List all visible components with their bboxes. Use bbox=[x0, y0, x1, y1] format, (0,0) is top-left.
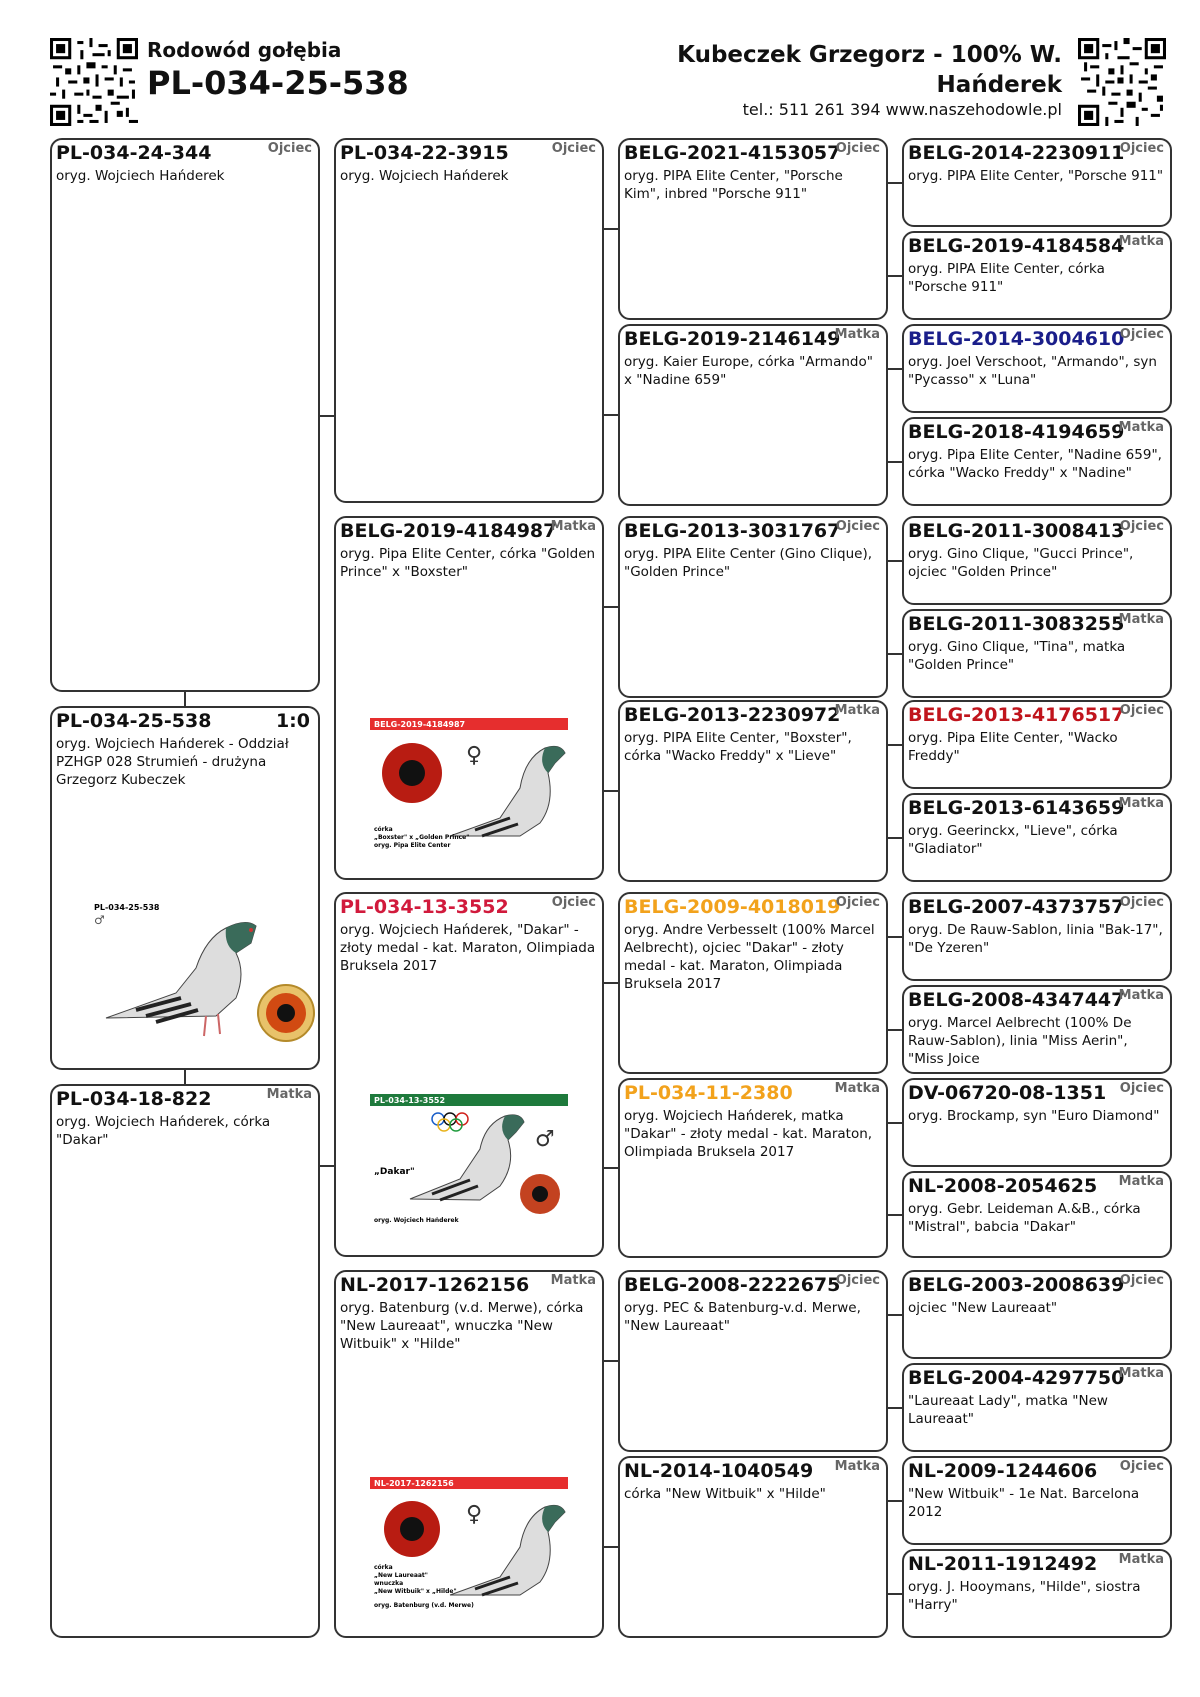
ring-number: BELG-2013-3031767 bbox=[624, 520, 841, 542]
pedigree-card-gen4[interactable] bbox=[902, 1171, 1172, 1258]
pedigree-card-gen4[interactable] bbox=[902, 700, 1172, 789]
sex-label: Matka bbox=[1118, 1552, 1164, 1567]
ring-number: NL-2008-2054625 bbox=[908, 1175, 1098, 1197]
pigeon-photo-gen2 bbox=[370, 1094, 570, 1234]
pigeon-description: oryg. Wojciech Hańderek bbox=[340, 168, 509, 184]
pedigree-card-gen2[interactable] bbox=[334, 1270, 604, 1638]
ring-number: BELG-2013-2230972 bbox=[624, 704, 841, 726]
pigeon-description: oryg. Pipa Elite Center, "Nadine 659", córka "Wacko Freddy" x "Nadine" bbox=[908, 447, 1162, 481]
pedigree-card-gen4[interactable] bbox=[902, 231, 1172, 320]
svg-text:oryg. Pipa Elite Center: oryg. Pipa Elite Center bbox=[374, 842, 451, 849]
pedigree-card-gen4[interactable] bbox=[902, 417, 1172, 506]
pigeon-description: oryg. PEC & Batenburg-v.d. Merwe, "New Laureaat" bbox=[624, 1300, 861, 1334]
ring-number: PL-034-24-344 bbox=[56, 142, 212, 164]
pedigree-card-gen3[interactable] bbox=[618, 1270, 888, 1452]
svg-text:oryg. Wojciech Hańderek: oryg. Wojciech Hańderek bbox=[374, 1217, 459, 1224]
sex-label: Ojciec bbox=[1119, 1273, 1164, 1288]
sex-label: Ojciec bbox=[1119, 1081, 1164, 1096]
sex-label: Matka bbox=[266, 1087, 312, 1102]
pedigree-card-gen4[interactable] bbox=[902, 138, 1172, 227]
pedigree-card-gen4[interactable] bbox=[902, 793, 1172, 882]
pedigree-card-gen2[interactable] bbox=[334, 516, 604, 880]
svg-text:„New Laureaat": „New Laureaat" bbox=[374, 1572, 428, 1579]
svg-text:„Dakar": „Dakar" bbox=[374, 1167, 415, 1177]
pigeon-description: oryg. PIPA Elite Center (Gino Clique), "Golden Prince" bbox=[624, 546, 873, 580]
pigeon-description: oryg. Gino Clique, "Tina", matka "Golden Prince" bbox=[908, 639, 1126, 673]
female-sex-icon: ♀ bbox=[466, 1502, 483, 1527]
pigeon-description: "Laureaat Lady", matka "New Laureaat" bbox=[908, 1393, 1108, 1427]
qr-code-right-icon bbox=[1078, 38, 1166, 126]
pedigree-card-gen3[interactable] bbox=[618, 138, 888, 320]
pedigree-card-gen4[interactable] bbox=[902, 609, 1172, 698]
pigeon-description: oryg. Pipa Elite Center, córka "Golden Prince" x "Boxster" bbox=[340, 546, 596, 580]
pedigree-card-gen4[interactable] bbox=[902, 985, 1172, 1074]
ring-number: PL-034-18-822 bbox=[56, 1088, 212, 1110]
pigeon-description: oryg. Marcel Aelbrecht (100% De Rauw-Sablon), linia "Miss Aerin", "Miss Joice bbox=[908, 1015, 1132, 1067]
ring-number: BELG-2018-4194659 bbox=[908, 421, 1125, 443]
pigeon-description: ojciec "New Laureaat" bbox=[908, 1300, 1058, 1316]
svg-text:BELG-2019-4184987: BELG-2019-4184987 bbox=[374, 720, 466, 729]
sex-label: Matka bbox=[1118, 796, 1164, 811]
pigeon-description: oryg. Andre Verbesselt (100% Marcel Aelbrecht), ojciec "Dakar" - złoty medal - kat. Maraton, Olimpiada Bruksela 2017 bbox=[624, 922, 875, 992]
sex-label: Ojciec bbox=[551, 895, 596, 910]
pigeon-description: oryg. Wojciech Hańderek, matka "Dakar" - złoty medal - kat. Maraton, Olimpiada Bruksela 2017 bbox=[624, 1108, 873, 1160]
pigeon-description: "New Witbuik" - 1e Nat. Barcelona 2012 bbox=[908, 1486, 1140, 1520]
sex-label: Ojciec bbox=[1119, 327, 1164, 342]
pigeon-description: oryg. PIPA Elite Center, "Boxster", córka "Wacko Freddy" x "Lieve" bbox=[624, 730, 852, 764]
pigeon-description: oryg. PIPA Elite Center, córka "Porsche 911" bbox=[908, 261, 1105, 295]
pigeon-description: oryg. J. Hooymans, "Hilde", siostra "Harry" bbox=[908, 1579, 1141, 1613]
pedigree-card-mother[interactable] bbox=[50, 1084, 320, 1638]
pigeon-description: oryg. Wojciech Hańderek - Oddział PZHGP 028 Strumień - drużyna Grzegorz Kubeczek bbox=[56, 736, 289, 788]
ring-number: BELG-2011-3008413 bbox=[908, 520, 1125, 542]
sex-label: Matka bbox=[550, 1273, 596, 1288]
sex-label: Ojciec bbox=[1119, 519, 1164, 534]
pedigree-card-gen4[interactable] bbox=[902, 1549, 1172, 1638]
ring-number: PL-034-25-538 bbox=[56, 710, 212, 732]
contact-info: tel.: 511 261 394 www.naszehodowle.pl bbox=[742, 100, 1062, 119]
ring-number: PL-034-22-3915 bbox=[340, 142, 509, 164]
sex-label: Ojciec bbox=[1119, 1459, 1164, 1474]
svg-text:„Boxster" x „Golden Prince": „Boxster" x „Golden Prince" bbox=[374, 834, 470, 841]
sex-label: Matka bbox=[834, 1081, 880, 1096]
male-sex-icon: ♂ bbox=[535, 1127, 555, 1152]
pigeon-description: oryg. PIPA Elite Center, "Porsche Kim", inbred "Porsche 911" bbox=[624, 168, 843, 202]
owner-name: Kubeczek Grzegorz - 100% W. Hańderek bbox=[677, 42, 1062, 98]
pigeon-photo-gen2 bbox=[370, 718, 570, 858]
ring-number: NL-2014-1040549 bbox=[624, 1460, 814, 1482]
pigeon-description: oryg. Pipa Elite Center, "Wacko Freddy" bbox=[908, 730, 1118, 764]
pedigree-card-father[interactable] bbox=[50, 138, 320, 692]
pedigree-card-subject[interactable] bbox=[50, 706, 320, 1070]
pigeon-description: oryg. PIPA Elite Center, "Porsche 911" bbox=[908, 168, 1164, 184]
ring-number: NL-2017-1262156 bbox=[340, 1274, 530, 1296]
pigeon-description: oryg. Wojciech Hańderek bbox=[56, 168, 225, 184]
sex-label: Matka bbox=[834, 703, 880, 718]
sex-label: Ojciec bbox=[835, 519, 880, 534]
svg-text:córka: córka bbox=[374, 1564, 393, 1571]
pedigree-card-gen4[interactable] bbox=[902, 1270, 1172, 1359]
svg-text:PL-034-13-3552: PL-034-13-3552 bbox=[374, 1096, 446, 1105]
pigeon-description: oryg. Gino Clique, "Gucci Prince", ojciec "Golden Prince" bbox=[908, 546, 1134, 580]
pigeon-description: oryg. De Rauw-Sablon, linia "Bak-17", "De Yzeren" bbox=[908, 922, 1163, 956]
ring-number: BELG-2008-4347447 bbox=[908, 989, 1125, 1011]
pigeon-photo-gen2 bbox=[370, 1477, 570, 1617]
ring-number: BELG-2009-4018019 bbox=[624, 896, 841, 918]
ring-number: BELG-2021-4153057 bbox=[624, 142, 841, 164]
ring-number: BELG-2013-4176517 bbox=[908, 704, 1125, 726]
sex-label: Ojciec bbox=[835, 1273, 880, 1288]
ring-number: DV-06720-08-1351 bbox=[908, 1082, 1107, 1104]
sex-label: Matka bbox=[834, 327, 880, 342]
ring-number: BELG-2019-2146149 bbox=[624, 328, 841, 350]
pedigree-card-gen3[interactable] bbox=[618, 700, 888, 882]
qr-code-left-icon bbox=[50, 38, 138, 126]
ring-number: BELG-2019-4184584 bbox=[908, 235, 1125, 257]
pigeon-description: oryg. Geerinckx, "Lieve", córka "Gladiator" bbox=[908, 823, 1118, 857]
pigeon-description: córka "New Witbuik" x "Hilde" bbox=[624, 1486, 826, 1502]
sex-label: Matka bbox=[550, 519, 596, 534]
ring-number: BELG-2008-2222675 bbox=[624, 1274, 841, 1296]
pedigree-card-gen3[interactable] bbox=[618, 1456, 888, 1638]
sex-label: Matka bbox=[1118, 1174, 1164, 1189]
pedigree-card-gen4[interactable] bbox=[902, 1456, 1172, 1545]
ring-number: BELG-2013-6143659 bbox=[908, 797, 1125, 819]
score-badge: 1:0 bbox=[275, 710, 310, 732]
ring-number: NL-2011-1912492 bbox=[908, 1553, 1098, 1575]
ring-number: BELG-2004-4297750 bbox=[908, 1367, 1125, 1389]
pedigree-card-gen4[interactable] bbox=[902, 324, 1172, 413]
sex-label: Matka bbox=[1118, 612, 1164, 627]
ring-number: PL-034-11-2380 bbox=[624, 1082, 793, 1104]
pigeon-description: oryg. Gebr. Leideman A.&B., córka "Mistral", babcia "Dakar" bbox=[908, 1201, 1141, 1235]
pigeon-description: oryg. Brockamp, syn "Euro Diamond" bbox=[908, 1108, 1160, 1124]
sex-label: Ojciec bbox=[835, 141, 880, 156]
pigeon-photo-subject bbox=[86, 898, 320, 1048]
sex-label: Matka bbox=[1118, 234, 1164, 249]
ring-number: NL-2009-1244606 bbox=[908, 1460, 1098, 1482]
pigeon-description: oryg. Batenburg (v.d. Merwe), córka "New Laureaat", wnuczka "New Witbuik" x "Hilde" bbox=[340, 1300, 584, 1352]
pedigree-card-gen4[interactable] bbox=[902, 516, 1172, 605]
pedigree-card-gen4[interactable] bbox=[902, 892, 1172, 981]
ring-number: PL-034-13-3552 bbox=[340, 896, 509, 918]
svg-text:wnuczka: wnuczka bbox=[374, 1580, 404, 1587]
pedigree-card-gen3[interactable] bbox=[618, 1078, 888, 1258]
photo-ring-label: PL-034-25-538 bbox=[94, 903, 160, 912]
sex-label: Matka bbox=[1118, 1366, 1164, 1381]
pigeon-description: oryg. Kaier Europe, córka "Armando" x "Nadine 659" bbox=[624, 354, 873, 388]
svg-text:oryg. Batenburg (v.d. Merwe): oryg. Batenburg (v.d. Merwe) bbox=[374, 1602, 474, 1609]
ring-number: BELG-2011-3083255 bbox=[908, 613, 1125, 635]
pigeon-description: oryg. Wojciech Hańderek, "Dakar" - złoty medal - kat. Maraton, Olimpiada Bruksela 2017 bbox=[340, 922, 596, 974]
sex-label: Matka bbox=[834, 1459, 880, 1474]
document-title-ring: PL-034-25-538 bbox=[147, 64, 409, 102]
ring-number: BELG-2014-3004610 bbox=[908, 328, 1125, 350]
pigeon-description: oryg. Joel Verschoot, "Armando", syn "Pycasso" x "Luna" bbox=[908, 354, 1157, 388]
ring-number: BELG-2019-4184987 bbox=[340, 520, 557, 542]
pedigree-card-gen4[interactable] bbox=[902, 1363, 1172, 1452]
ring-number: BELG-2003-2008639 bbox=[908, 1274, 1125, 1296]
sex-label: Ojciec bbox=[551, 141, 596, 156]
pedigree-card-gen3[interactable] bbox=[618, 324, 888, 506]
female-sex-icon: ♀ bbox=[466, 743, 483, 768]
pedigree-card-gen2[interactable] bbox=[334, 892, 604, 1257]
svg-text:córka: córka bbox=[374, 826, 393, 833]
pedigree-card-gen3[interactable] bbox=[618, 892, 888, 1074]
sex-label: Ojciec bbox=[267, 141, 312, 156]
sex-label: Matka bbox=[1118, 988, 1164, 1003]
svg-text:NL-2017-1262156: NL-2017-1262156 bbox=[374, 1479, 454, 1488]
svg-text:„New Witbuik" x „Hilde": „New Witbuik" x „Hilde" bbox=[374, 1588, 457, 1595]
ring-number: BELG-2014-2230911 bbox=[908, 142, 1125, 164]
pigeon-description: oryg. Wojciech Hańderek, córka "Dakar" bbox=[56, 1114, 271, 1148]
sex-label: Ojciec bbox=[1119, 703, 1164, 718]
pedigree-card-gen2[interactable] bbox=[334, 138, 604, 503]
male-sex-icon: ♂ bbox=[94, 913, 105, 927]
sex-label: Matka bbox=[1118, 420, 1164, 435]
pedigree-card-gen4[interactable] bbox=[902, 1078, 1172, 1167]
sex-label: Ojciec bbox=[1119, 895, 1164, 910]
document-subtitle: Rodowód gołębia bbox=[147, 38, 342, 62]
pedigree-card-gen3[interactable] bbox=[618, 516, 888, 698]
sex-label: Ojciec bbox=[1119, 141, 1164, 156]
sex-label: Ojciec bbox=[835, 895, 880, 910]
ring-number: BELG-2007-4373757 bbox=[908, 896, 1125, 918]
